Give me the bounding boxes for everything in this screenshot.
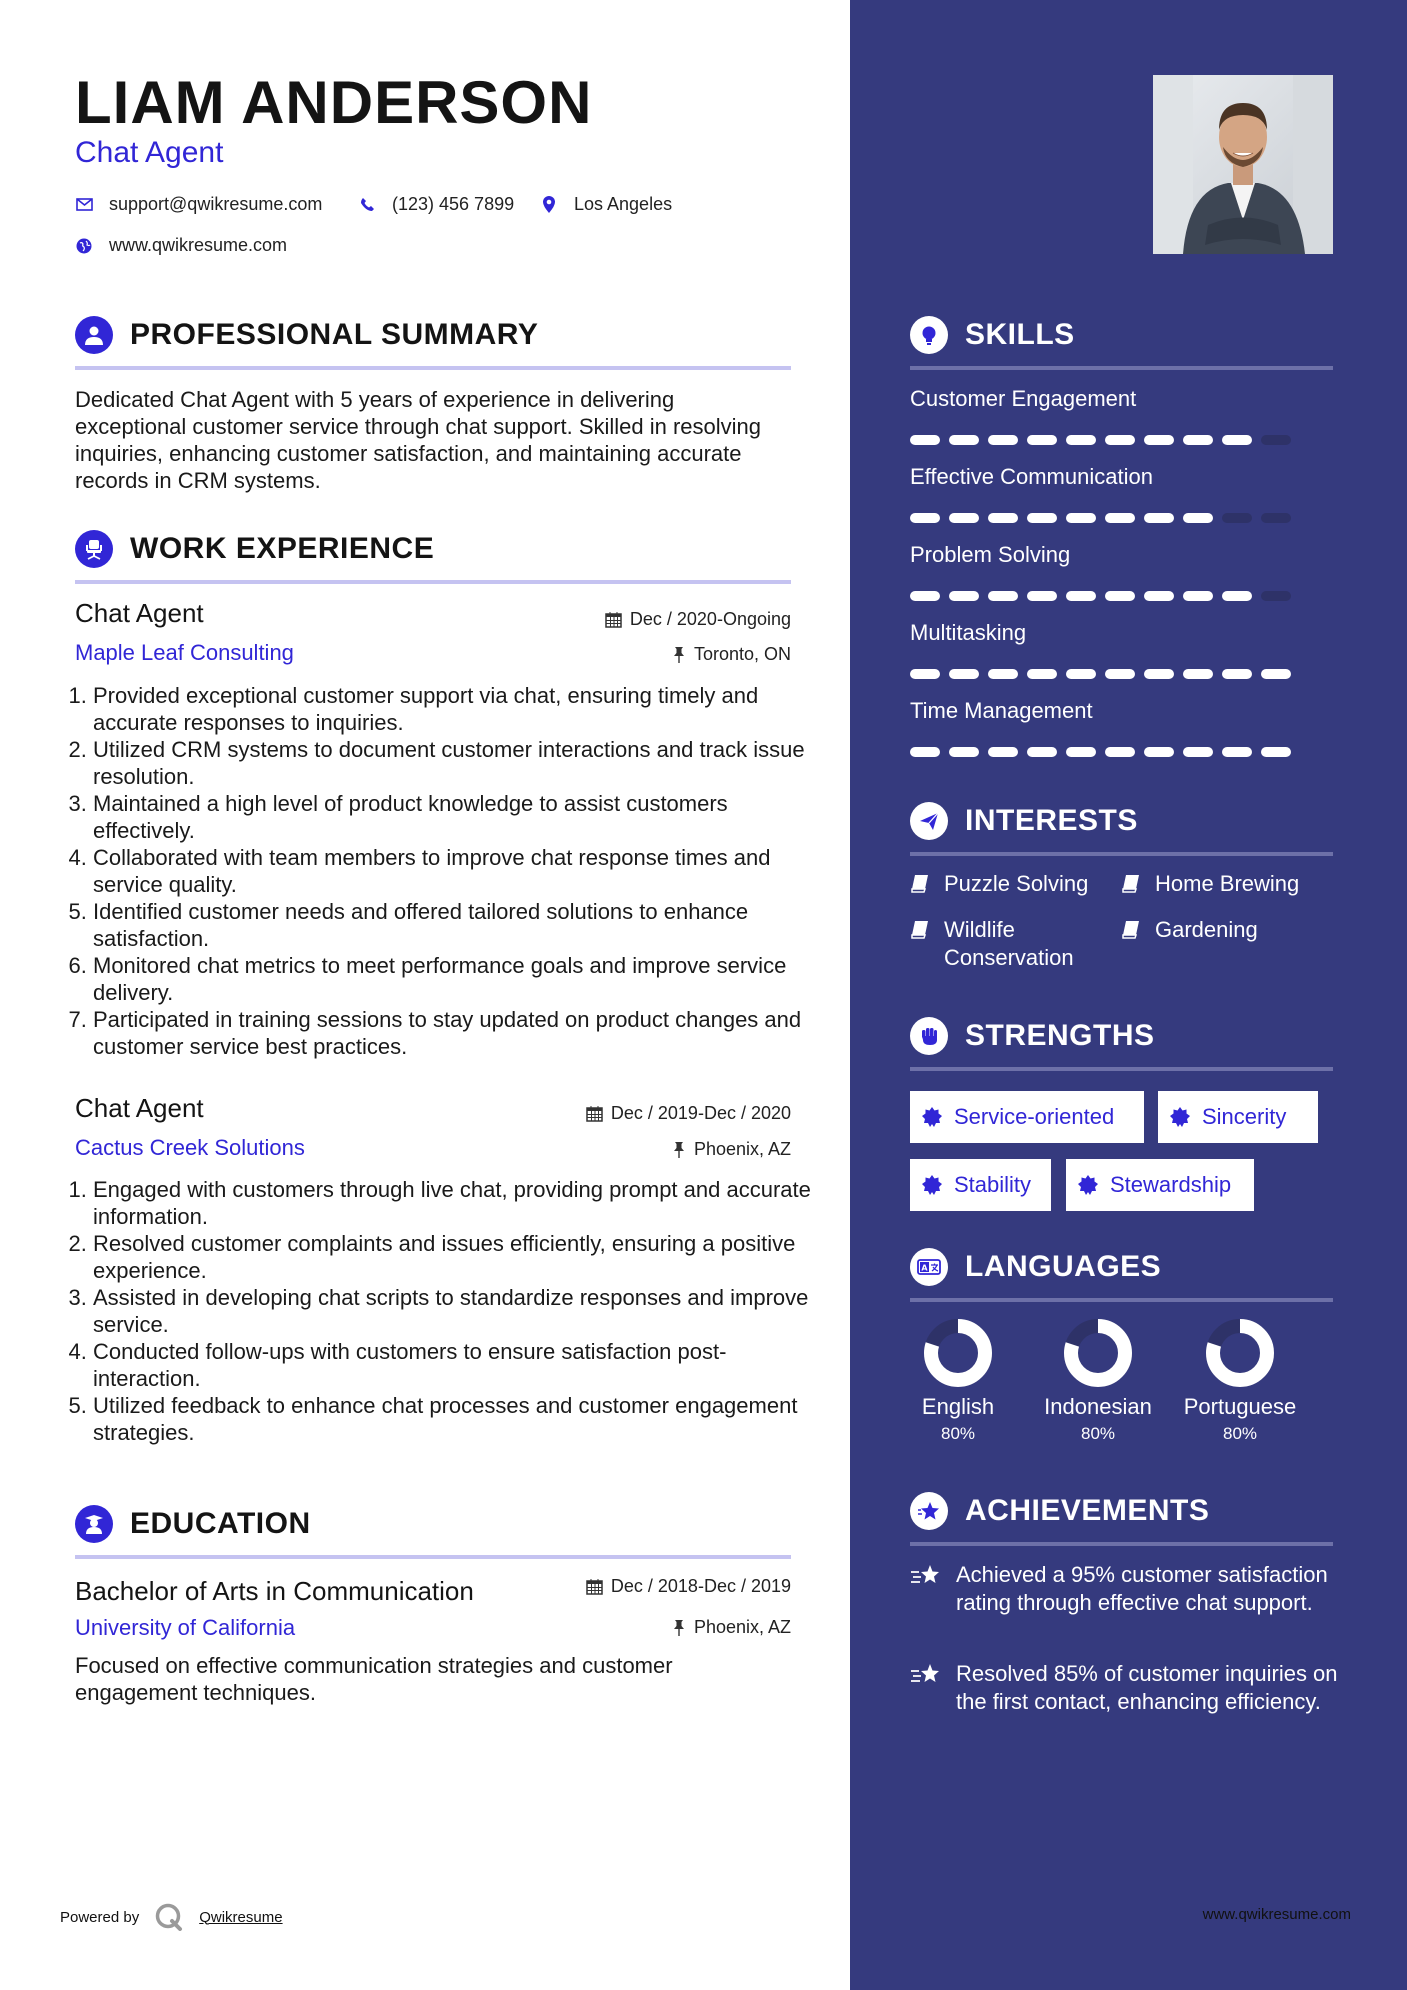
interest-label: Wildlife Conservation (944, 917, 1074, 970)
pushpin-icon (672, 1619, 686, 1636)
contact-email[interactable] (75, 194, 322, 215)
phone-text: (123) 456 7899 (392, 194, 515, 214)
skill-dot (910, 591, 940, 601)
skill-label: Multitasking (910, 620, 1027, 645)
badge-icon (1170, 1107, 1190, 1127)
education-location (672, 1617, 791, 1638)
skill-dot (1144, 669, 1174, 679)
skill-level-bar (910, 435, 1300, 445)
envelope-icon (75, 196, 93, 214)
duty-item: 4. Collaborated with team members to improve chat response times and service quality. (93, 844, 813, 898)
skill-dot (1183, 513, 1213, 523)
strengths-heading: STRENGTHS (965, 1019, 1155, 1052)
interest-item (910, 916, 1100, 972)
lightbulb-icon (910, 316, 948, 354)
book-icon (1121, 916, 1143, 946)
candidate-role: Chat Agent (75, 136, 224, 169)
duty-item: 1. Provided exceptional customer support via chat, ensuring timely and accurate responses to inquiries. (93, 682, 813, 736)
translate-icon (910, 1248, 948, 1286)
job-location (672, 1139, 791, 1160)
skill-dot (988, 591, 1018, 601)
office-chair-icon (75, 530, 113, 568)
skill-level-bar (910, 669, 1300, 679)
interest-item (910, 870, 1088, 900)
globe-icon (75, 237, 93, 255)
graduate-icon (75, 1505, 113, 1543)
skill-level-bar (910, 747, 1300, 757)
skill-dot (1222, 513, 1252, 523)
skill-dot (1261, 591, 1291, 601)
language-proficiency-ring (1063, 1318, 1133, 1388)
skill-dot (949, 513, 979, 523)
strength-label: Sincerity (1202, 1104, 1287, 1129)
skill-dot (1144, 747, 1174, 757)
degree-title: Bachelor of Arts in Communication (75, 1576, 474, 1606)
job-location-text: Phoenix, AZ (693, 1139, 791, 1159)
strength-tag (1066, 1159, 1254, 1211)
education-section-header (75, 1505, 791, 1559)
powered-by-text: Powered by (60, 1908, 140, 1926)
education-dates-text: Dec / 2018-Dec / 2019 (610, 1576, 791, 1596)
language-percent: 80% (1080, 1424, 1116, 1443)
strength-label: Service-oriented (954, 1104, 1115, 1129)
skill-dot (1222, 591, 1252, 601)
summary-text: Dedicated Chat Agent with 5 years of experience in delivering exceptional customer service through chat support. Skilled in resolving inquiries, enhancing customer satisfaction, and maintaining accurate records in CRM systems. (75, 387, 762, 493)
achievements-section-header (910, 1492, 1333, 1546)
strengths-section-header (910, 1017, 1333, 1071)
job-title: Chat Agent (75, 598, 204, 628)
skill-dot (988, 435, 1018, 445)
skill-dot (1261, 513, 1291, 523)
language-item (1038, 1318, 1158, 1444)
skill-dot (988, 669, 1018, 679)
email-text: support@qwikresume.com (109, 194, 323, 214)
skill-level-bar (910, 513, 1300, 523)
education-location-text: Phoenix, AZ (693, 1617, 791, 1637)
language-percent: 80% (1222, 1424, 1258, 1443)
calendar-icon (586, 1105, 603, 1122)
pushpin-icon (672, 646, 686, 663)
skill-label: Customer Engagement (910, 386, 1137, 411)
skill-dot (1066, 513, 1096, 523)
contact-phone[interactable] (358, 194, 514, 215)
skill-dot (1066, 669, 1096, 679)
skill-dot (949, 591, 979, 601)
fist-icon (910, 1017, 948, 1055)
company-name: Maple Leaf Consulting (75, 640, 294, 665)
achievements-heading: ACHIEVEMENTS (965, 1494, 1210, 1527)
user-icon (75, 316, 113, 354)
skill-dot (1066, 591, 1096, 601)
language-name: English (921, 1394, 995, 1419)
duty-item: 4. Conducted follow-ups with customers to ensure satisfaction post-interaction. (93, 1338, 813, 1392)
strength-tag (1158, 1091, 1318, 1143)
experience-heading: WORK EXPERIENCE (130, 532, 435, 565)
school-name: University of California (75, 1615, 296, 1640)
duty-item: 6. Monitored chat metrics to meet performance goals and improve service delivery. (93, 952, 813, 1006)
skill-dot (1027, 669, 1057, 679)
skill-dot (1261, 747, 1291, 757)
interest-label: Home Brewing (1155, 871, 1300, 896)
language-name: Indonesian (1044, 1394, 1152, 1419)
strength-label: Stability (954, 1172, 1032, 1197)
skill-label: Time Management (910, 698, 1093, 723)
skill-label: Effective Communication (910, 464, 1153, 489)
badge-icon (922, 1107, 942, 1127)
skill-dot (1066, 747, 1096, 757)
skills-section-header (910, 316, 1333, 370)
strength-tag (910, 1091, 1144, 1143)
skill-dot (1105, 513, 1135, 523)
interests-section-header (910, 802, 1333, 856)
language-proficiency-ring (1205, 1318, 1275, 1388)
education-dates (586, 1576, 791, 1597)
skill-dot (1222, 747, 1252, 757)
job-dates (605, 609, 791, 630)
skill-dot (1027, 747, 1057, 757)
job-dates-text: Dec / 2019-Dec / 2020 (610, 1103, 791, 1123)
shooting-star-icon (910, 1561, 942, 1617)
interest-label: Gardening (1155, 917, 1258, 942)
skill-dot (910, 435, 940, 445)
strength-tag (910, 1159, 1051, 1211)
shooting-star-icon (910, 1660, 942, 1716)
experience-section-header (75, 530, 791, 584)
language-percent: 80% (940, 1424, 976, 1443)
skill-dot (910, 747, 940, 757)
duty-item: 2. Utilized CRM systems to document customer interactions and track issue resolution. (93, 736, 813, 790)
footer-site: www.qwikresume.com (1202, 1906, 1351, 1923)
skill-dot (1144, 513, 1174, 523)
languages-heading: LANGUAGES (965, 1250, 1162, 1283)
achievement-item (910, 1561, 1350, 1617)
badge-icon (1078, 1175, 1098, 1195)
pushpin-icon (672, 1141, 686, 1158)
summary-heading: PROFESSIONAL SUMMARY (130, 318, 539, 351)
education-heading: EDUCATION (130, 1507, 311, 1540)
badge-icon (922, 1175, 942, 1195)
skill-dot (1105, 591, 1135, 601)
qwikresume-logo-icon (155, 1903, 185, 1931)
job-title: Chat Agent (75, 1093, 204, 1123)
skill-dot (988, 513, 1018, 523)
skill-dot (1027, 513, 1057, 523)
skill-dot (1261, 669, 1291, 679)
contact-website[interactable] (75, 235, 287, 256)
skill-dot (949, 747, 979, 757)
skill-dot (1183, 435, 1213, 445)
sidebar (850, 0, 1407, 1990)
skill-dot (1144, 435, 1174, 445)
skill-dot (1105, 669, 1135, 679)
interest-item (1121, 916, 1258, 946)
duty-item: 3. Assisted in developing chat scripts to standardize responses and improve service. (93, 1284, 813, 1338)
svg-text:A: A (921, 1263, 928, 1273)
star-badge-icon (910, 1492, 948, 1530)
skill-dot (1066, 435, 1096, 445)
duty-item: 5. Utilized feedback to enhance chat processes and customer engagement strategies. (93, 1392, 813, 1446)
strength-label: Stewardship (1110, 1172, 1232, 1197)
brand-link[interactable]: Qwikresume (199, 1908, 283, 1926)
powered-by (60, 1903, 283, 1931)
book-icon (1121, 870, 1143, 900)
skill-dot (1222, 669, 1252, 679)
phone-icon (358, 196, 376, 214)
job-location-text: Toronto, ON (693, 644, 791, 664)
skill-dot (1183, 669, 1213, 679)
education-description: Focused on effective communication strategies and customer engagement techniques. (75, 1653, 673, 1705)
skill-dot (1222, 435, 1252, 445)
language-proficiency-ring (923, 1318, 993, 1388)
interests-heading: INTERESTS (965, 804, 1138, 837)
website-text: www.qwikresume.com (109, 235, 288, 255)
skill-dot (949, 435, 979, 445)
skill-dot (988, 747, 1018, 757)
skill-dot (1027, 591, 1057, 601)
language-item (898, 1318, 1018, 1444)
book-icon (910, 870, 932, 900)
duty-item: 2. Resolved customer complaints and issues efficiently, ensuring a positive experience. (93, 1230, 813, 1284)
achievement-text: Resolved 85% of customer inquiries on the first contact, enhancing efficiency. (956, 1661, 1338, 1714)
skill-dot (1105, 435, 1135, 445)
interest-label: Puzzle Solving (944, 871, 1089, 896)
duty-list (75, 1176, 813, 1446)
duty-item: 7. Participated in training sessions to stay updated on product changes and customer service best practices. (93, 1006, 813, 1060)
calendar-icon (586, 1578, 603, 1595)
duty-item: 5. Identified customer needs and offered tailored solutions to enhance satisfaction. (93, 898, 813, 952)
candidate-name: LIAM ANDERSON (75, 69, 593, 136)
skill-dot (910, 669, 940, 679)
skill-dot (1183, 591, 1213, 601)
language-item (1180, 1318, 1300, 1444)
languages-section-header (910, 1248, 1333, 1302)
calendar-icon (605, 611, 622, 628)
profile-photo (1153, 75, 1333, 254)
book-icon (910, 916, 932, 972)
skill-dot (1144, 591, 1174, 601)
skill-dot (1027, 435, 1057, 445)
skills-heading: SKILLS (965, 318, 1075, 351)
duty-item: 3. Maintained a high level of product knowledge to assist customers effectively. (93, 790, 813, 844)
skill-dot (1183, 747, 1213, 757)
duty-item: 1. Engaged with customers through live chat, providing prompt and accurate information. (93, 1176, 813, 1230)
achievement-text: Achieved a 95% customer satisfaction rating through effective chat support. (956, 1562, 1328, 1615)
skill-label: Problem Solving (910, 542, 1071, 567)
achievement-item (910, 1660, 1350, 1716)
paper-plane-icon (910, 802, 948, 840)
map-pin-icon (540, 196, 558, 214)
location-text: Los Angeles (574, 194, 673, 214)
job-location (672, 644, 791, 665)
summary-section-header (75, 316, 791, 370)
duty-list (75, 682, 813, 1060)
language-name: Portuguese (1183, 1394, 1297, 1419)
interest-item (1121, 870, 1299, 900)
skill-dot (910, 513, 940, 523)
contact-location (540, 194, 672, 215)
skill-dot (1105, 747, 1135, 757)
skill-level-bar (910, 591, 1300, 601)
company-name: Cactus Creek Solutions (75, 1135, 305, 1160)
job-dates-text: Dec / 2020-Ongoing (629, 609, 791, 629)
skill-dot (1261, 435, 1291, 445)
skill-dot (949, 669, 979, 679)
job-dates (586, 1103, 791, 1124)
